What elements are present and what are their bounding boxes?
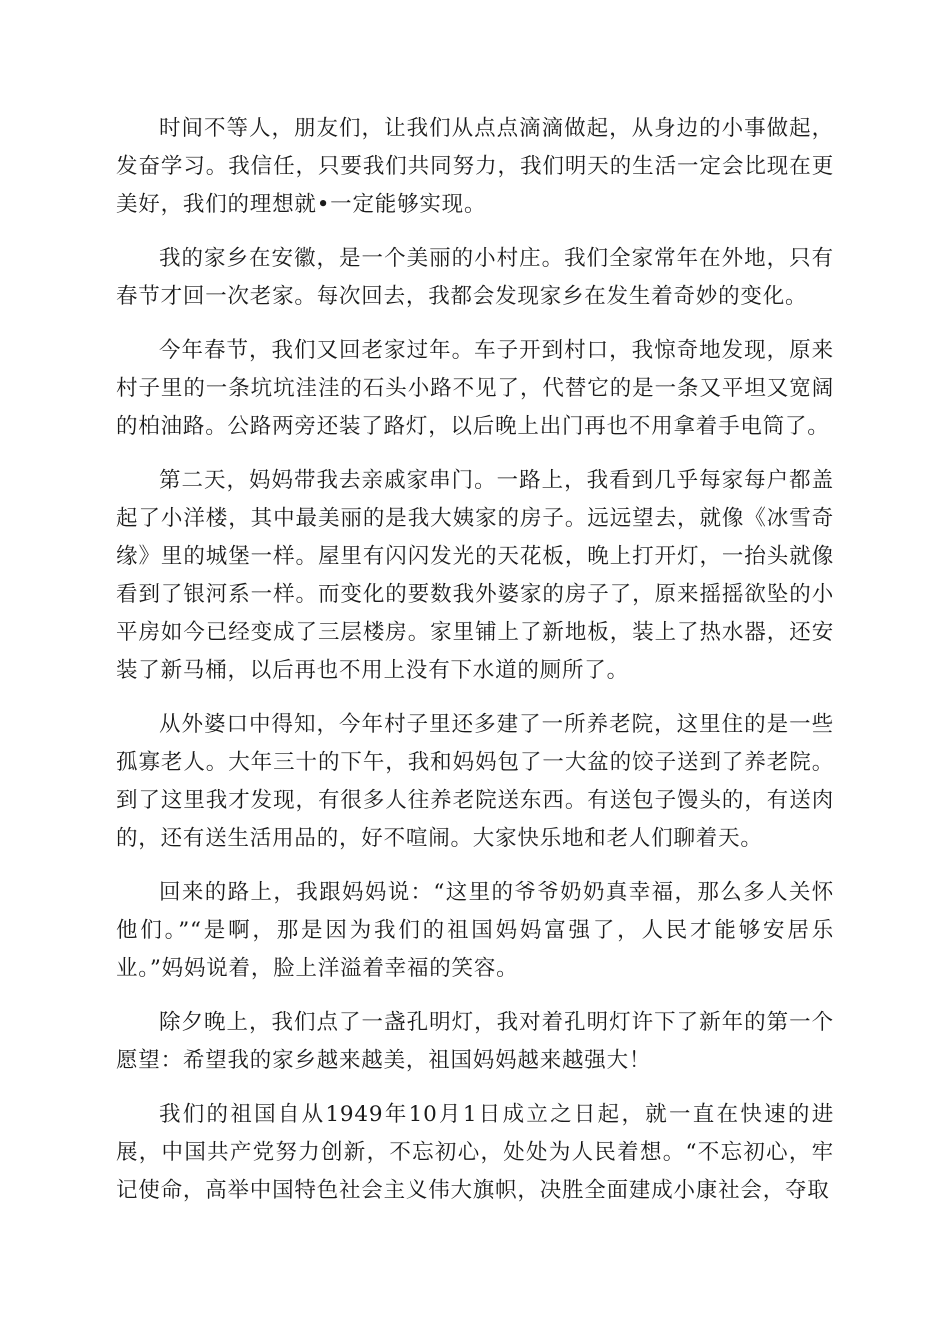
- paragraph-5: 从外婆口中得知，今年村子里还多建了一所养老院，这里住的是一些孤寡老人。大年三十的下午，我和妈妈包了一大盆的饺子送到了养老院。到了这里我才发现，有很多人往养老院送东西。有送包子馒头的，有送肉的，还有送生活用品的，好不喧闹。大家快乐地和老人们聊着天。: [116, 712, 834, 851]
- paragraph-3: 今年春节，我们又回老家过年。车子开到村口，我惊奇地发现，原来村子里的一条坑坑洼洼的石头小路不见了，代替它的是一条又平坦又宽阔的柏油路。公路两旁还装了路灯，以后晚上出门再也不用拿着手电筒了。: [116, 338, 834, 439]
- paragraph-8: 我们的祖国自从1949年10月1日成立之日起，就一直在快速的进展，中国共产党努力创新，不忘初心，处处为人民着想。“不忘初心，牢记使命，高举中国特色社会主义伟大旗帜，决胜全面建成小康社会，夺取: [116, 1102, 834, 1203]
- paragraph-6: 回来的路上，我跟妈妈说：“这里的爷爷奶奶真幸福，那么多人关怀他们。”“是啊，那是因为我们的祖国妈妈富强了，人民才能够安居乐业。”妈妈说着，脸上洋溢着幸福的笑容。: [116, 880, 834, 981]
- paragraph-7: 除夕晚上，我们点了一盏孔明灯，我对着孔明灯许下了新年的第一个愿望：希望我的家乡越来越美，祖国妈妈越来越强大！: [116, 1010, 834, 1073]
- paragraph-4: 第二天，妈妈带我去亲戚家串门。一路上，我看到几乎每家每户都盖起了小洋楼，其中最美丽的是我大姨家的房子。远远望去，就像《冰雪奇缘》里的城堡一样。屋里有闪闪发光的天花板，晚上打开灯，一抬头就像看到了银河系一样。而变化的要数我外婆家的房子了，原来摇摇欲坠的小平房如今已经变成了三层楼房。家里铺上了新地板，装上了热水器，还安装了新马桶，以后再也不用上没有下水道的厕所了。: [116, 468, 834, 683]
- paragraph-1: 时间不等人，朋友们，让我们从点点滴滴做起，从身边的小事做起，发奋学习。我信任，只要我们共同努力，我们明天的生活一定会比现在更美好，我们的理想就•一定能够实现。: [116, 116, 834, 217]
- document-body: [116, 110, 834, 1226]
- paragraph-2: 我的家乡在安徽，是一个美丽的小村庄。我们全家常年在外地，只有春节才回一次老家。每次回去，我都会发现家乡在发生着奇妙的变化。: [116, 246, 834, 309]
